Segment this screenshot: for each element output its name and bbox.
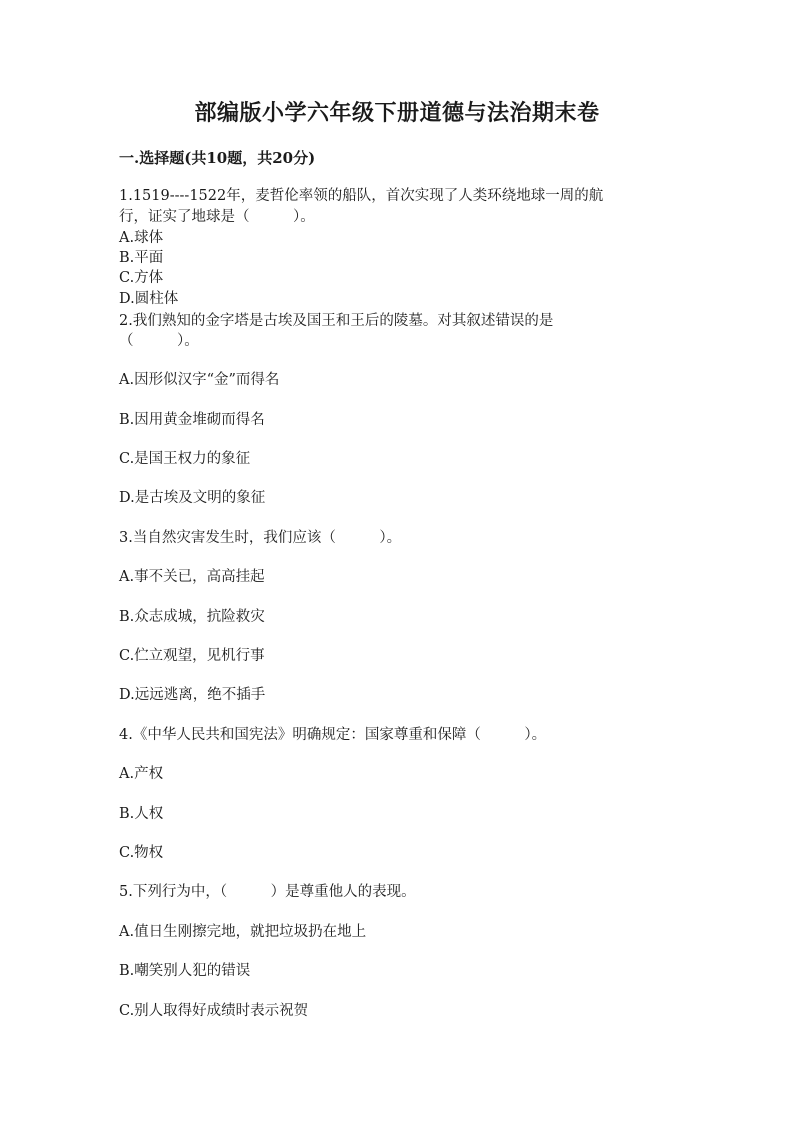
question-4-option-c: C.物权 xyxy=(119,845,164,861)
question-4-line-1: 4.《中华人民共和国宪法》明确规定：国家尊重和保障（ ）。 xyxy=(119,727,547,743)
question-2-option-b: B.因用黄金堆砌而得名 xyxy=(119,412,265,428)
question-3-option-a: A.事不关已，高高挂起 xyxy=(119,569,265,585)
question-1-option-a: A.球体 xyxy=(119,230,164,246)
question-1-option-d: D.圆柱体 xyxy=(119,291,179,307)
page-title: 部编版小学六年级下册道德与法治期末卷 xyxy=(194,100,600,126)
question-1-line-2: 行，证实了地球是（ ）。 xyxy=(119,209,315,225)
question-2-option-c: C.是国王权力的象征 xyxy=(119,451,251,467)
question-4-option-b: B.人权 xyxy=(119,806,164,822)
question-5-option-c: C.别人取得好成绩时表示祝贺 xyxy=(119,1003,309,1019)
question-5-line-1: 5.下列行为中，（ ）是尊重他人的表现。 xyxy=(119,884,416,900)
question-2-option-d: D.是古埃及文明的象征 xyxy=(119,490,266,506)
section-heading: 一.选择题(共10题，共20分) xyxy=(119,149,316,167)
question-3-option-b: B.众志成城，抗险救灾 xyxy=(119,609,265,625)
question-1-line-1: 1.1519----1522年，麦哲伦率领的船队，首次实现了人类环绕地球一周的航 xyxy=(119,188,604,204)
question-3-option-c: C.伫立观望，见机行事 xyxy=(119,648,265,664)
question-2-option-a: A.因形似汉字“金”而得名 xyxy=(119,372,280,388)
question-5-option-b: B.嘲笑别人犯的错误 xyxy=(119,963,251,979)
question-3-option-d: D.远远逃离，绝不插手 xyxy=(119,687,266,703)
question-3-line-1: 3.当自然灾害发生时，我们应该（ ）。 xyxy=(119,530,402,546)
question-2-line-1: 2.我们熟知的金字塔是古埃及国王和王后的陵墓。对其叙述错误的是 xyxy=(119,313,554,329)
question-1-option-b: B.平面 xyxy=(119,250,164,266)
question-1-option-c: C.方体 xyxy=(119,270,164,286)
question-4-option-a: A.产权 xyxy=(119,766,164,782)
question-5-option-a: A.值日生刚擦完地，就把垃圾扔在地上 xyxy=(119,924,367,940)
question-2-line-2: （ ）。 xyxy=(119,333,199,349)
